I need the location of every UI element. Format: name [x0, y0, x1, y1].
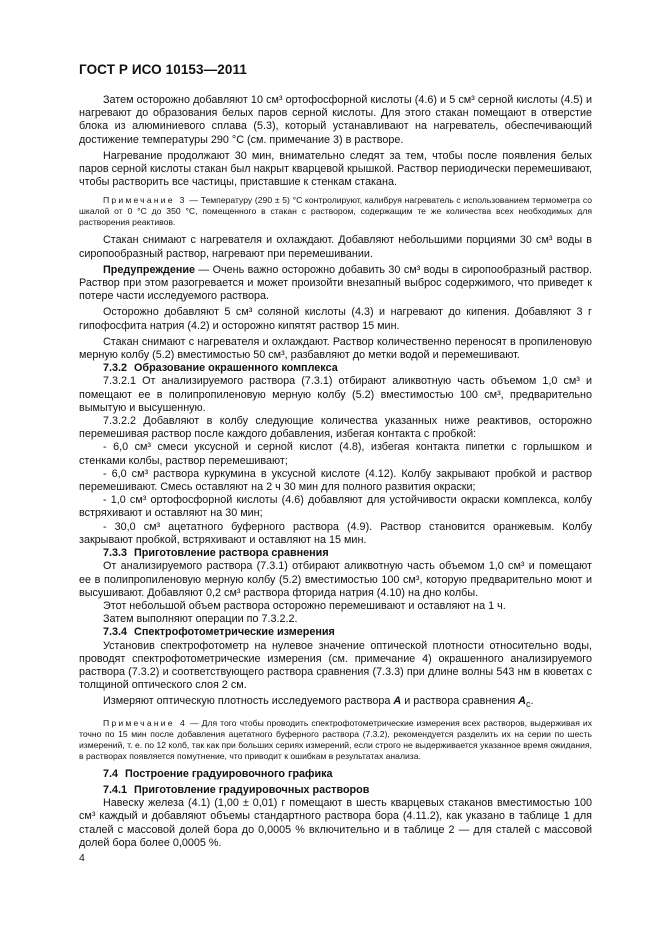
- section-number: 7.3.2: [103, 362, 128, 375]
- page-header: ГОСТ Р ИСО 10153—2011: [79, 62, 247, 77]
- variable-a: A: [393, 695, 402, 708]
- note-label: Примечание 3: [103, 195, 187, 206]
- list-item: - 6,0 см³ раствора куркумина в уксусной кислоте (4.12). Колбу закрывают пробкой и раствор перемешивают. Смесь оставляют на 2 ч 30 мин для полного развития окраски;: [79, 467, 592, 494]
- warning-label: Предупреждение: [103, 263, 196, 276]
- note-text: — Температуру (290 ± 5) °С контролируют, калибруя нагреватель с использованием термометра со шкалой от 0 °С до 350 °С, помещенного в стакан с раствором, содержащим те же количества всех необходимых для растворения реактивов.: [79, 195, 592, 228]
- note-label: Примечание 4: [103, 717, 187, 728]
- section-number: 7.3.4: [103, 626, 128, 639]
- section-title: Образование окрашенного комплекса: [134, 362, 338, 375]
- paragraph: Установив спектрофотометр на нулевое значение оптической плотности относительно воды, проводят спектрофотометрические измерения (см. примечание 4) окрашенного анализируемого раствора (7.3.2) и соответствующего раствора сравнения (7.3.3) при длине волны 543 нм в кюветах с толщиной оптического слоя 2 см.: [79, 639, 592, 692]
- section-heading-7-4-1: [79, 784, 592, 797]
- section-title: Приготовление градуировочных растворов: [134, 783, 370, 796]
- section-number: 7.4.1: [103, 783, 128, 796]
- list-item: - 6,0 см³ смеси уксусной и серной кислот (4.8), избегая контакта пипетки с горлышком и стенками колбы, раствор перемешивают;: [79, 441, 592, 467]
- paragraph: 7.3.2.2 Добавляют в колбу следующие количества указанных ниже реактивов, осторожно перемешивая раствор после каждого добавления, избегая контакта с пробкой:: [79, 415, 592, 441]
- paragraph: Осторожно добавляют 5 см³ соляной кислоты (4.3) и нагревают до кипения. Добавляют 3 г гипофосфита натрия (4.2) и осторожно кипятят раствор 15 мин.: [79, 306, 592, 332]
- section-title: Приготовление раствора сравнения: [134, 547, 329, 560]
- section-title: Спектрофотометрические измерения: [134, 626, 335, 639]
- paragraph: Затем осторожно добавляют 10 см³ ортофосфорной кислоты (4.6) и 5 см³ серной кислоты (4.5) и нагревают до образования белых паров серной кислоты. Для этого стакан помещают в отверстие блока из алюминиевого сплава (5.3), который устанавливают на нагреватель, обеспечивающий достижение температуры 290 °С (см. примечание 3) в растворе.: [79, 94, 592, 146]
- note-4: [79, 718, 592, 762]
- warning-text: — Очень важно осторожно добавить 30 см³ воды в сиропообразный раствор. Раствор при этом разогревается и может произойти внезапный выброс содержимого, что приведет к потере части исследуемого раствора.: [79, 263, 592, 303]
- list-item: - 30,0 см³ ацетатного буферного раствора (4.9). Раствор становится оранжевым. Колбу закрывают пробкой, встряхивают и оставляют на 15 мин.: [79, 520, 592, 546]
- text-run: и раствора сравнения: [401, 695, 519, 708]
- paragraph: От анализируемого раствора (7.3.1) отбирают аликвотную часть объемом 1,0 см³ и помещают ее в полипропиленовую мерную колбу (5.2) вместимостью 100 см³, которую предварительно моют и высушивают. Добавляют 0,2 см³ раствора фторида натрия (4.10) на дно колбы.: [79, 560, 592, 599]
- paragraph: Стакан снимают с нагревателя и охлаждают. Раствор количественно переносят в пропиленовую мерную колбу (5.2) вместимостью 50 см³, разбавляют до метки водой и перемешивают.: [79, 335, 592, 362]
- section-heading-7-3-3: [79, 547, 592, 560]
- section-title: Построение градуировочного графика: [125, 767, 333, 780]
- note-text: — Для того чтобы проводить спектрофотометрические измерения всех растворов, выдерживая их точно по 15 мин после добавления ацетатного буферного раствора (7.3.2), рекомендуется разделить их на серии по шесть измерений, т. е. по 12 колб, так как при больших сериях измерений, если строго не выдерживается указанное время ожидания, в растворах появляется помутнение, что приводит к ошибкам в результатах анализа.: [79, 717, 592, 761]
- section-heading-7-4: [79, 768, 592, 781]
- section-number: 7.4: [103, 767, 119, 780]
- paragraph: Затем выполняют операции по 7.3.2.2.: [103, 613, 298, 626]
- note-3: [79, 195, 592, 228]
- text-run: Измеряют оптическую плотность исследуемого раствора: [103, 695, 394, 708]
- warning-paragraph: [79, 264, 592, 304]
- list-item: - 1,0 см³ ортофосфорной кислоты (4.6) добавляют для устойчивости окраски комплекса, колбу встряхивают и оставляют на 30 мин;: [79, 494, 592, 520]
- section-number: 7.3.3: [103, 547, 128, 560]
- paragraph: Навеску железа (4.1) (1,00 ± 0,01) г помещают в шесть кварцевых стаканов вместимостью 100 см³ каждый и добавляют объемы стандартного раствора бора (4.11.2), как указано в таблице 1 для сталей с массовой долей бора до 0,0005 % включительно и в таблице 2 — для сталей с массовой долей бора более 0,0005 %.: [79, 797, 592, 849]
- paragraph: Нагревание продолжают 30 мин, внимательно следят за тем, чтобы после появления белых паров серной кислоты стакан был накрыт кварцевой крышкой. Раствор периодически перемешивают, чтобы растворить все частицы, приставшие к стенкам стакана.: [79, 149, 592, 189]
- paragraph: 7.3.2.1 От анализируемого раствора (7.3.1) отбирают аликвотную часть объемом 1,0 см³ и помещают ее в полипропиленовую мерную колбу (5.2) вместимостью 100 см³, предварительно вымытую и высушенную.: [79, 375, 592, 414]
- paragraph: Стакан снимают с нагревателя и охлаждают. Добавляют небольшими порциями 30 см³ воды в сиропообразный раствор, нагревают при перемешивании.: [79, 234, 592, 260]
- subscript: c: [525, 699, 531, 710]
- paragraph-measure: [79, 695, 592, 711]
- section-heading-7-3-4: [79, 626, 592, 639]
- paragraph: Этот небольшой объем раствора осторожно перемешивают и оставляют на 1 ч.: [103, 599, 506, 612]
- section-heading-7-3-2: [79, 362, 592, 375]
- text-run: .: [530, 695, 534, 708]
- document-body: [79, 94, 592, 850]
- variable-ac: A: [518, 695, 526, 708]
- page-number: 4: [79, 852, 85, 864]
